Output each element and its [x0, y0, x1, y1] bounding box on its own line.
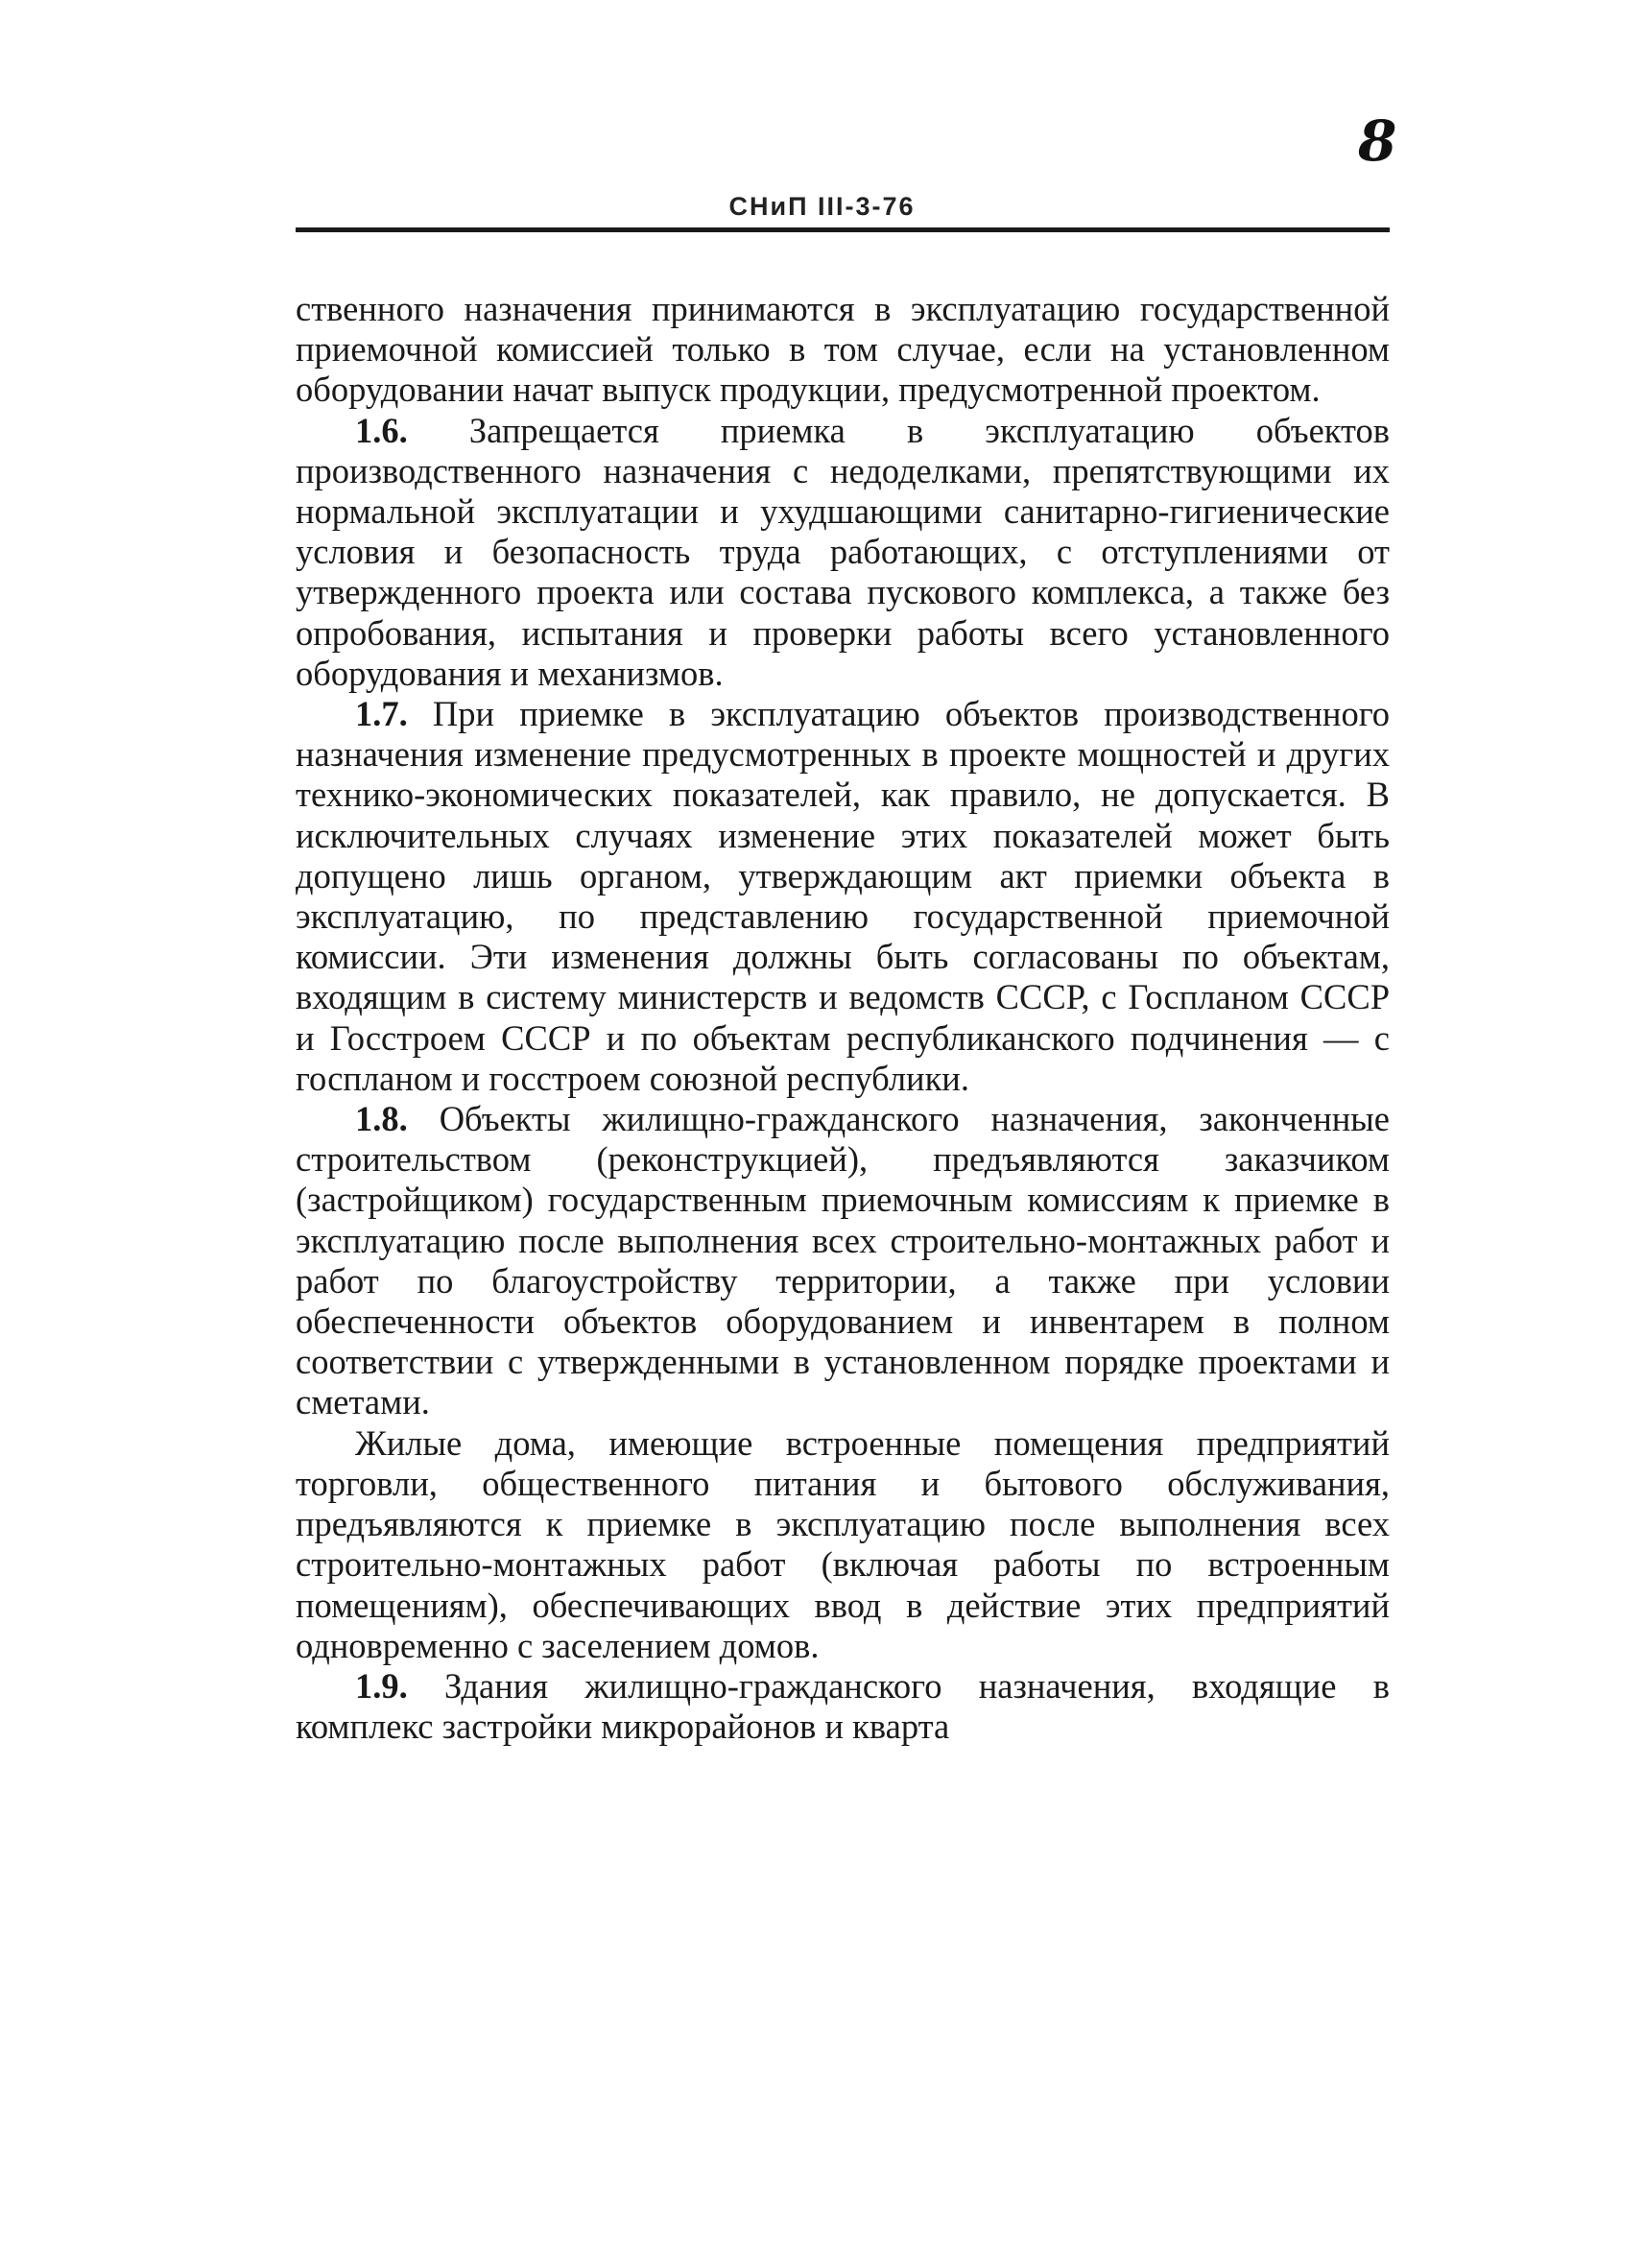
paragraph-residential	[296, 1423, 1390, 1666]
clause-1-7	[296, 694, 1390, 1099]
clause-number: 1.9.	[355, 1665, 408, 1706]
clause-1-8	[296, 1099, 1390, 1423]
page-number: 8	[1358, 108, 1397, 174]
clause-1-9	[296, 1666, 1390, 1747]
header-rule	[296, 227, 1390, 232]
body-text	[296, 289, 1390, 1747]
document-code: СНиП III-3-76	[728, 192, 916, 221]
clause-number: 1.7.	[355, 694, 408, 734]
clause-text: Здания жилищно-гражданского назначения, входящие в комплекс застройки микрорайонов и кварта	[296, 1665, 1391, 1747]
clause-1-6	[296, 411, 1390, 694]
clause-text: При приемке в эксплуатацию объектов производственного назначения изменение предусмотренных в проекте мощностей и других технико-экономических показателей, как правило, не допускается. В исключительных случаях изменение этих показателей может быть допущено лишь органом, утверждающим акт приемки объекта в эксплуатацию, по представлению государственной приемочной комиссии. Эти изменения должны быть согласованы по объектам, входящим в систему министерств и ведомств СССР, с Госпланом СССР и Госстроем СССР и по объектам республиканского подчинения — с госпланом и госстроем союзной республики.	[296, 694, 1391, 1098]
paragraph-text: Жилые дома, имеющие встроенные помещения предприятий торговли, общественного питания и бытового обслуживания, предъявляются к приемке в эксплуатацию после выполнения всех строительно-монтажных работ (включая работы по встроенным помещениям), обеспечивающих ввод в действие этих предприятий одновременно с заселением домов.	[296, 1422, 1390, 1665]
clause-number: 1.8.	[355, 1099, 408, 1139]
clause-text: Объекты жилищно-гражданского назначения, законченные строительством (реконструкцией), предъявляются заказчиком (застройщиком) государственным приемочным комиссиям к приемке в эксплуатацию после выполнения всех строительно-монтажных работ и работ по благоустройству территории, а также при условии обеспеченности объектов оборудованием и инвентарем в полном соответствии с утвержденными в установленном порядке проектами и сметами.	[296, 1099, 1391, 1422]
clause-number: 1.6.	[355, 410, 408, 450]
paragraph-text: ственного назначения принимаются в эксплуатацию государственной приемочной комиссией только в том случае, если на установленном оборудовании начат выпуск продукции, предусмотренной проектом.	[296, 289, 1390, 410]
paragraph-continuation	[296, 289, 1390, 411]
clause-text: Запрещается приемка в эксплуатацию объектов производственного назначения с недоделками, препятствующими их нормальной эксплуатации и ухудшающими санитарно-гигиенические условия и безопасность труда работающих, с отступлениями от утвержденного проекта или состава пускового комплекса, а также без опробования, испытания и проверки работы всего установленного оборудования и механизмов.	[296, 410, 1390, 693]
